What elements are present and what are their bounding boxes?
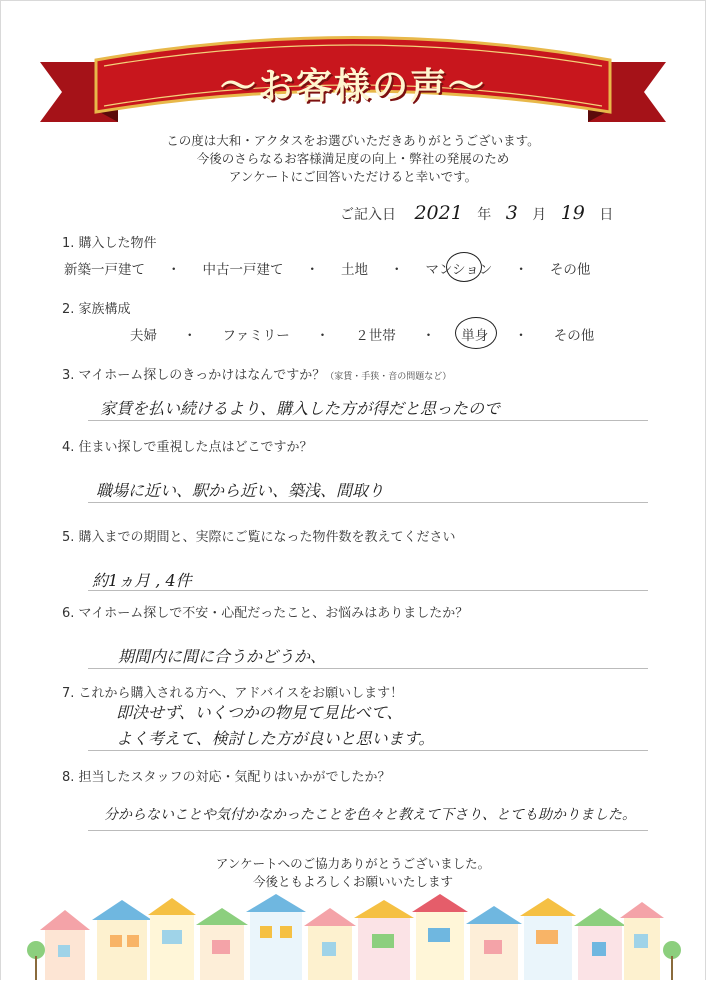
answer-line	[88, 502, 648, 503]
houses-illustration	[0, 890, 706, 1000]
option-separator: ・	[167, 262, 181, 278]
closing-line: アンケートへのご協力ありがとうございました。	[215, 856, 491, 871]
option-couple[interactable]: 夫婦	[130, 328, 157, 344]
house-5	[246, 894, 306, 980]
question-3-sub: （家賃・手狭・音の問題など）	[325, 372, 452, 382]
intro-line: 今後のさらなるお客様満足度の向上・弊社の発展のため	[196, 151, 510, 166]
option-single[interactable]	[461, 324, 488, 344]
house-4	[196, 908, 248, 980]
option-used-house[interactable]: 中古一戸建て	[202, 262, 284, 278]
option-family[interactable]: ファミリー	[222, 328, 290, 344]
option-mansion[interactable]	[426, 258, 493, 278]
date-row	[340, 202, 619, 224]
question-3-label	[62, 364, 451, 383]
intro-line: この度は大和・アクタスをお選びいただきありがとうございます。	[166, 133, 540, 148]
question-4-label: 4. 住まい探しで重視した点はどこですか？	[62, 440, 313, 455]
house-7	[354, 900, 414, 980]
question-6-label: 6. マイホーム探しで不安・心配だったこと、お悩みはありましたか？	[62, 606, 469, 621]
question-1-options	[64, 258, 590, 278]
page-title: 〜お客様の声〜	[219, 66, 486, 107]
option-separator: ・	[183, 328, 197, 344]
question-5-label: 5. 購入までの期間と、実際にご覧になった物件数を教えてください	[62, 530, 456, 545]
option-separator: ・	[514, 262, 528, 278]
answer-7-line-1: 即決せず、いくつかの物見て見比べて、	[116, 703, 403, 722]
date-year: 2021	[414, 202, 463, 224]
option-two-generation[interactable]: ２世帯	[355, 328, 396, 344]
answer-7-line-2: よく考えて、検討した方が良いと思います。	[116, 729, 435, 748]
question-7-label: 7. これから購入される方へ、アドバイスをお願いします！	[62, 686, 404, 701]
house-9	[466, 906, 522, 980]
closing-line: 今後ともよろしくお願いいたします	[252, 874, 453, 889]
intro-text	[0, 132, 706, 186]
answer-4: 職場に近い、駅から近い、築浅、間取り	[96, 481, 385, 500]
option-other[interactable]: その他	[549, 262, 591, 278]
option-separator: ・	[514, 328, 528, 344]
answer-8: 分からないことや気付かなかったことを色々と教えて下さり、とても助かりました。	[104, 807, 636, 823]
option-single-label: 単身	[461, 328, 489, 344]
closing-text	[0, 855, 706, 891]
selected-circle	[446, 252, 482, 282]
house-10	[520, 898, 576, 980]
house-12	[620, 902, 664, 980]
house-6	[304, 908, 356, 980]
answer-3: 家賃を払い続けるより、購入した方が得だと思ったので	[100, 399, 501, 418]
answer-5: 約1ヵ月 , 4件	[92, 571, 192, 590]
selected-circle	[455, 317, 497, 349]
option-other[interactable]: その他	[553, 328, 595, 344]
option-separator: ・	[315, 328, 330, 344]
option-new-house[interactable]: 新築一戸建て	[64, 262, 145, 278]
tree-2	[663, 941, 681, 980]
intro-line: アンケートにご回答いただけると幸いです。	[228, 169, 478, 184]
house-11	[574, 908, 626, 980]
option-separator: ・	[421, 328, 436, 344]
date-label: ご記入日	[340, 207, 396, 223]
question-3-text: 3. マイホーム探しのきっかけはなんですか？	[62, 368, 326, 383]
year-unit: 年	[477, 207, 492, 223]
answer-6: 期間内に間に合うかどうか、	[118, 647, 327, 666]
house-2	[92, 900, 152, 980]
question-2-options	[130, 324, 594, 344]
day-unit: 日	[599, 207, 614, 223]
question-8-label: 8. 担当したスタッフの対応・気配りはいかがでしたか？	[62, 770, 391, 785]
answer-line	[88, 750, 648, 751]
tree-1	[27, 941, 45, 980]
option-mansion-label: マンション	[425, 262, 493, 278]
option-separator: ・	[305, 262, 319, 278]
date-day: 19	[560, 202, 585, 224]
question-2-label: 2. 家族構成	[62, 302, 131, 317]
option-separator: ・	[390, 262, 404, 278]
question-1-label: 1. 購入した物件	[62, 236, 157, 251]
answer-line	[88, 668, 648, 669]
house-3	[148, 898, 196, 980]
answer-line	[88, 420, 648, 421]
answer-line	[88, 590, 648, 591]
answer-line	[88, 830, 648, 831]
date-month: 3	[505, 202, 518, 224]
house-8	[412, 894, 468, 980]
house-1	[40, 910, 90, 980]
month-unit: 月	[532, 207, 547, 223]
option-land[interactable]: 土地	[341, 262, 368, 278]
